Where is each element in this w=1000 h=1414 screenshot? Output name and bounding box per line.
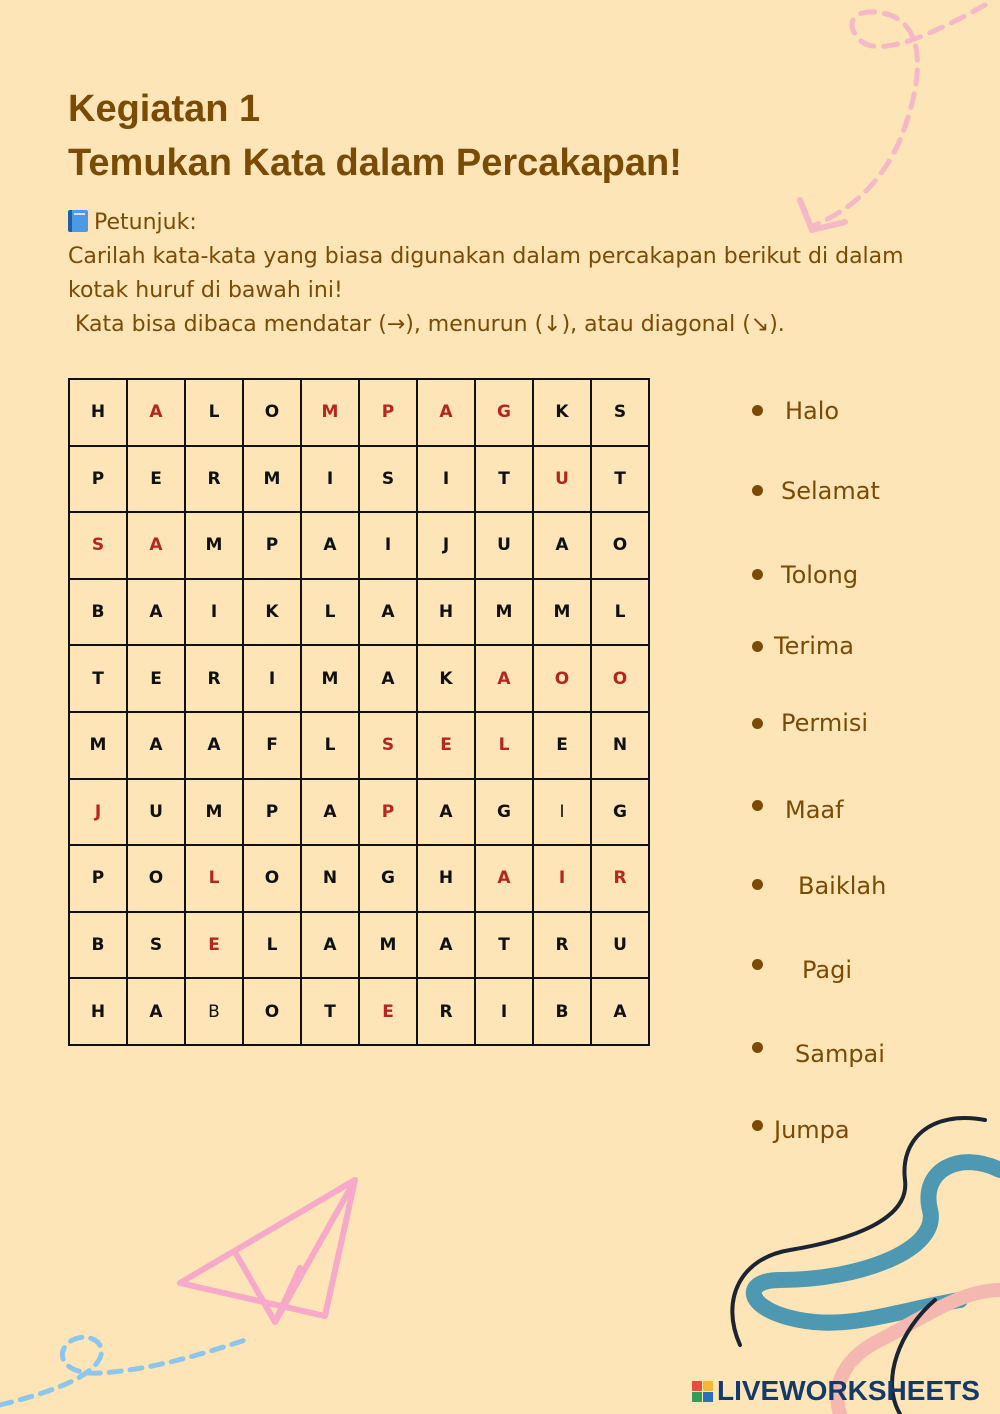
word-list-item: Maaf — [785, 796, 844, 824]
grid-cell[interactable]: T — [475, 912, 533, 979]
grid-cell[interactable]: P — [243, 512, 301, 579]
grid-cell[interactable]: O — [127, 845, 185, 912]
dashed-arrow-decoration — [815, 5, 985, 225]
grid-cell[interactable]: L — [301, 712, 359, 779]
grid-cell[interactable]: H — [417, 579, 475, 646]
grid-cell[interactable]: M — [243, 446, 301, 513]
grid-cell[interactable]: A — [359, 645, 417, 712]
bullet-icon — [752, 569, 763, 580]
grid-cell[interactable]: A — [301, 512, 359, 579]
liveworksheets-logo — [692, 1374, 980, 1408]
grid-cell[interactable]: I — [533, 779, 591, 846]
grid-cell[interactable]: O — [533, 645, 591, 712]
grid-cell[interactable]: M — [301, 379, 359, 446]
title-line-2: Temukan Kata dalam Percakapan! — [68, 142, 682, 184]
grid-cell[interactable]: T — [301, 978, 359, 1045]
grid-cell[interactable]: L — [475, 712, 533, 779]
grid-cell[interactable]: S — [359, 446, 417, 513]
grid-cell[interactable]: L — [301, 579, 359, 646]
grid-cell[interactable]: P — [243, 779, 301, 846]
grid-cell[interactable]: M — [185, 512, 243, 579]
grid-cell[interactable]: M — [69, 712, 127, 779]
grid-row — [69, 446, 649, 513]
grid-cell[interactable]: R — [533, 912, 591, 979]
grid-cell[interactable]: I — [359, 512, 417, 579]
grid-cell[interactable]: A — [417, 379, 475, 446]
grid-cell[interactable]: R — [185, 645, 243, 712]
grid-cell[interactable]: A — [417, 912, 475, 979]
grid-cell[interactable]: S — [127, 912, 185, 979]
grid-cell[interactable]: O — [591, 512, 649, 579]
grid-cell[interactable]: H — [69, 978, 127, 1045]
grid-cell[interactable]: I — [533, 845, 591, 912]
bullet-icon — [752, 641, 763, 652]
grid-cell[interactable]: G — [475, 379, 533, 446]
bullet-icon — [752, 959, 763, 970]
bullet-icon — [752, 879, 763, 890]
grid-cell[interactable]: H — [69, 379, 127, 446]
grid-cell[interactable]: E — [127, 645, 185, 712]
grid-cell[interactable]: P — [69, 845, 127, 912]
brand-name: LIVEWORKSHEETS — [717, 1375, 980, 1406]
grid-cell[interactable]: K — [533, 379, 591, 446]
page-title — [68, 82, 682, 190]
logo-mark-icon — [692, 1381, 713, 1402]
grid-cell[interactable]: K — [243, 579, 301, 646]
grid-cell[interactable]: A — [127, 978, 185, 1045]
grid-cell[interactable]: B — [185, 978, 243, 1045]
grid-cell[interactable]: P — [359, 779, 417, 846]
grid-cell[interactable]: I — [243, 645, 301, 712]
title-line-1: Kegiatan 1 — [68, 88, 261, 130]
grid-cell[interactable]: L — [185, 379, 243, 446]
grid-cell[interactable]: N — [301, 845, 359, 912]
grid-cell[interactable]: S — [69, 512, 127, 579]
grid-cell[interactable]: O — [243, 845, 301, 912]
grid-cell[interactable]: H — [417, 845, 475, 912]
grid-cell[interactable]: T — [69, 645, 127, 712]
grid-cell[interactable]: A — [127, 579, 185, 646]
word-list-item: Baiklah — [798, 872, 887, 900]
grid-cell[interactable]: B — [533, 978, 591, 1045]
grid-cell[interactable]: G — [591, 779, 649, 846]
grid-cell[interactable]: B — [69, 912, 127, 979]
grid-row — [69, 512, 649, 579]
instructions-line-1: Carilah kata-kata yang biasa digunakan dalam percakapan berikut di dalam — [68, 244, 904, 269]
grid-cell[interactable]: M — [359, 912, 417, 979]
word-list-item: Permisi — [781, 709, 869, 737]
grid-cell[interactable]: R — [185, 446, 243, 513]
paper-plane-decoration — [180, 1180, 355, 1322]
grid-cell[interactable]: N — [591, 712, 649, 779]
grid-row — [69, 712, 649, 779]
book-icon — [68, 210, 88, 232]
grid-cell[interactable]: O — [591, 645, 649, 712]
grid-cell[interactable]: S — [591, 379, 649, 446]
grid-cell[interactable]: M — [185, 779, 243, 846]
grid-cell[interactable]: P — [359, 379, 417, 446]
word-list-item: Terima — [774, 632, 854, 660]
grid-cell[interactable]: B — [69, 579, 127, 646]
grid-cell[interactable]: M — [475, 579, 533, 646]
bullet-icon — [752, 1120, 763, 1131]
bullet-icon — [752, 485, 763, 496]
grid-row — [69, 779, 649, 846]
bullet-icon — [752, 800, 763, 811]
bullet-icon — [752, 1042, 763, 1053]
grid-cell[interactable]: A — [591, 978, 649, 1045]
grid-cell[interactable]: E — [185, 912, 243, 979]
instructions-label-row — [68, 206, 968, 240]
instructions-line-2: kotak huruf di bawah ini! — [68, 278, 343, 303]
bullet-icon — [752, 718, 763, 729]
grid-cell[interactable]: A — [127, 379, 185, 446]
grid-row — [69, 645, 649, 712]
grid-cell[interactable]: G — [359, 845, 417, 912]
grid-cell[interactable]: J — [69, 779, 127, 846]
grid-cell[interactable]: I — [301, 446, 359, 513]
grid-cell[interactable]: A — [301, 779, 359, 846]
word-list-item: Sampai — [795, 1040, 885, 1068]
grid-row — [69, 379, 649, 446]
grid-cell[interactable]: S — [359, 712, 417, 779]
grid-cell[interactable]: G — [475, 779, 533, 846]
grid-cell[interactable]: A — [127, 512, 185, 579]
grid-cell[interactable]: T — [475, 446, 533, 513]
grid-row — [69, 845, 649, 912]
word-list-item: Pagi — [802, 956, 853, 984]
word-list-item: Jumpa — [774, 1116, 850, 1144]
grid-cell[interactable]: U — [533, 446, 591, 513]
grid-cell[interactable]: M — [301, 645, 359, 712]
grid-row — [69, 579, 649, 646]
grid-cell[interactable]: R — [591, 845, 649, 912]
grid-cell[interactable]: E — [533, 712, 591, 779]
grid-cell[interactable]: E — [127, 446, 185, 513]
grid-cell[interactable]: A — [185, 712, 243, 779]
squiggle-decoration — [732, 1118, 1000, 1414]
grid-cell[interactable]: J — [417, 512, 475, 579]
grid-row — [69, 912, 649, 979]
grid-cell[interactable]: A — [301, 912, 359, 979]
grid-cell[interactable]: A — [359, 579, 417, 646]
grid-cell[interactable]: I — [475, 978, 533, 1045]
word-list-item: Tolong — [781, 561, 859, 589]
grid-cell[interactable]: A — [533, 512, 591, 579]
grid-cell[interactable]: L — [185, 845, 243, 912]
instructions — [68, 206, 968, 342]
grid-row — [69, 978, 649, 1045]
word-list-item: Halo — [785, 397, 840, 425]
grid-cell[interactable]: I — [185, 579, 243, 646]
grid-cell[interactable]: I — [417, 446, 475, 513]
instructions-line-3: Kata bisa dibaca mendatar (→), menurun (↓), atau diagonal (↘). — [68, 312, 785, 337]
grid-cell[interactable]: R — [417, 978, 475, 1045]
bullet-icon — [752, 405, 763, 416]
grid-cell[interactable]: A — [475, 845, 533, 912]
grid-cell[interactable]: L — [243, 912, 301, 979]
grid-cell[interactable]: U — [127, 779, 185, 846]
word-list-item: Selamat — [781, 477, 880, 505]
grid-cell[interactable]: P — [69, 446, 127, 513]
instructions-label: Petunjuk: — [94, 210, 197, 235]
grid-cell[interactable]: M — [533, 579, 591, 646]
grid-cell[interactable]: U — [475, 512, 533, 579]
grid-cell[interactable]: T — [591, 446, 649, 513]
grid-cell[interactable]: K — [417, 645, 475, 712]
grid-cell[interactable]: A — [475, 645, 533, 712]
word-search-grid — [68, 378, 650, 1046]
grid-cell[interactable]: E — [417, 712, 475, 779]
grid-cell[interactable]: A — [417, 779, 475, 846]
grid-cell[interactable]: L — [591, 579, 649, 646]
grid-cell[interactable]: E — [359, 978, 417, 1045]
grid-cell[interactable]: U — [591, 912, 649, 979]
grid-cell[interactable]: F — [243, 712, 301, 779]
dashed-line-decoration — [0, 1337, 245, 1405]
grid-cell[interactable]: O — [243, 978, 301, 1045]
grid-cell[interactable]: A — [127, 712, 185, 779]
grid-cell[interactable]: O — [243, 379, 301, 446]
